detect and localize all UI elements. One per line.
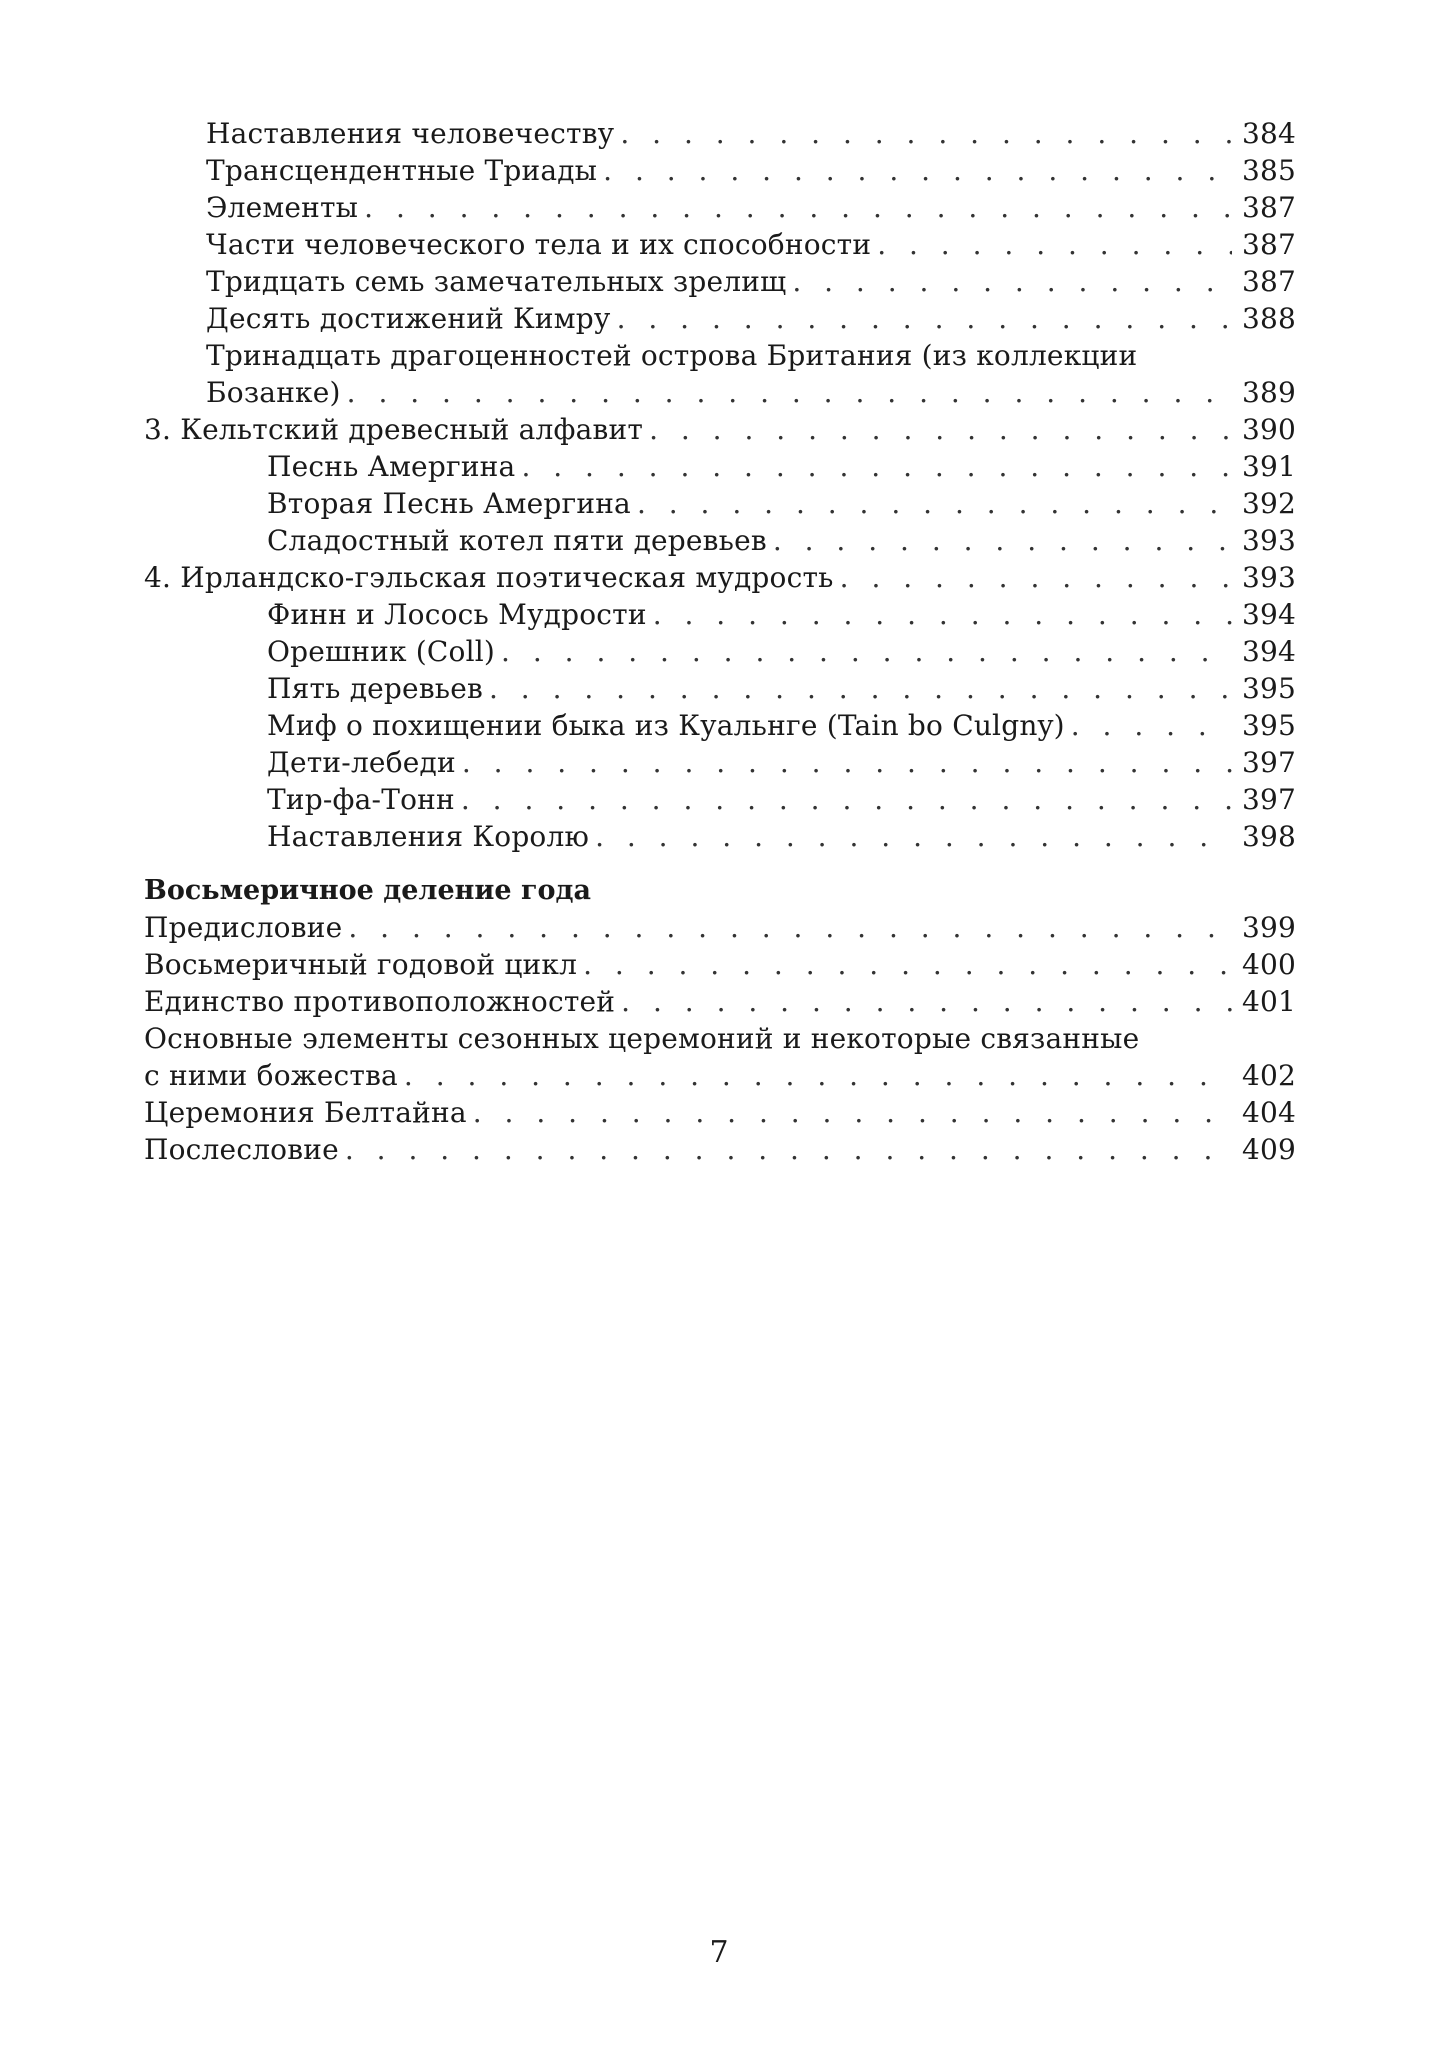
toc-entry-title: с ними божества	[144, 1059, 398, 1092]
dot-leader	[473, 1094, 1232, 1131]
toc-entry	[144, 559, 1296, 596]
toc-entry-title-line: Основные элементы сезонных церемоний и некоторые связанные	[144, 1022, 1140, 1055]
toc-entry-title: 4. Ирландско-гэльская поэтическая мудрость	[144, 561, 834, 594]
toc-entry-title: Песнь Амергина	[267, 450, 516, 483]
toc-entry-page: 409	[1241, 1133, 1296, 1166]
dot-leader	[364, 189, 1232, 226]
dot-leader	[773, 522, 1232, 559]
toc-list-eightfold-year	[144, 909, 1296, 1168]
dot-leader	[583, 946, 1232, 983]
toc-entry-page: 393	[1241, 524, 1296, 557]
dot-leader	[404, 1057, 1232, 1094]
toc-entry-page: 397	[1241, 746, 1296, 779]
toc-entry-title: Наставления Королю	[267, 820, 590, 853]
toc-entry-title: Финн и Лосось Мудрости	[267, 598, 647, 631]
toc-entry-page: 404	[1241, 1096, 1296, 1129]
toc-entry	[144, 781, 1296, 818]
dot-leader	[345, 1131, 1232, 1168]
toc-entry-title: Бозанке)	[206, 376, 341, 409]
toc-entry	[144, 1131, 1296, 1168]
toc-entry	[144, 1094, 1296, 1131]
toc-entry-page: 391	[1241, 450, 1296, 483]
toc-entry-page: 395	[1241, 672, 1296, 705]
dot-leader	[653, 596, 1232, 633]
toc-entry	[144, 633, 1296, 670]
toc-entry	[144, 300, 1296, 337]
toc-entry	[144, 707, 1296, 744]
toc-entry-page: 392	[1241, 487, 1296, 520]
toc-entry-title: Тридцать семь замечательных зрелищ	[206, 265, 787, 298]
dot-leader	[621, 983, 1232, 1020]
toc-entry-title: Миф о похищении быка из Куальнге (Tain bo Culgny)	[267, 709, 1065, 742]
toc-entry-page: 394	[1241, 598, 1296, 631]
toc-entry	[144, 226, 1296, 263]
toc-entry	[144, 596, 1296, 633]
dot-leader	[840, 559, 1232, 596]
toc-entry-page: 385	[1241, 154, 1296, 187]
toc-entry-page: 384	[1241, 117, 1296, 150]
dot-leader	[603, 152, 1232, 189]
table-of-contents	[144, 115, 1296, 1168]
toc-entry-title: Десять достижений Кимру	[206, 302, 611, 335]
toc-entry-page: 401	[1241, 985, 1296, 1018]
toc-entry-page: 395	[1241, 709, 1296, 742]
toc-entry-title: Единство противоположностей	[144, 985, 616, 1018]
toc-entry	[144, 448, 1296, 485]
toc-entry	[144, 152, 1296, 189]
toc-entry-title: Части человеческого тела и их способности	[206, 228, 872, 261]
toc-entry-page: 389	[1241, 376, 1296, 409]
toc-entry-title: Пять деревьев	[267, 672, 483, 705]
toc-entry-title: Сладостный котел пяти деревьев	[267, 524, 767, 557]
toc-entry-page: 390	[1241, 413, 1296, 446]
toc-entry-title: Дети-лебеди	[267, 746, 456, 779]
dot-leader	[461, 781, 1232, 818]
toc-entry	[144, 983, 1296, 1020]
toc-entry	[144, 411, 1296, 448]
dot-leader	[595, 818, 1232, 855]
dot-leader	[501, 633, 1232, 670]
toc-entry	[144, 337, 1296, 411]
section-heading: Восьмеричное деление года	[144, 875, 592, 906]
toc-entry-title: Предисловие	[144, 911, 343, 944]
dot-leader	[347, 374, 1232, 411]
dot-leader	[617, 300, 1232, 337]
toc-entry-page: 387	[1241, 191, 1296, 224]
toc-entry-title: Послесловие	[144, 1133, 339, 1166]
toc-entry-page: 400	[1241, 948, 1296, 981]
toc-entry	[144, 909, 1296, 946]
toc-entry-page: 387	[1241, 228, 1296, 261]
toc-entry-title: Вторая Песнь Амергина	[267, 487, 631, 520]
toc-entry-title: Тир-фа-Тонн	[267, 783, 455, 816]
toc-entry-page: 398	[1241, 820, 1296, 853]
toc-entry	[144, 522, 1296, 559]
toc-entry-title: 3. Кельтский древесный алфавит	[144, 413, 644, 446]
dot-leader	[1071, 707, 1232, 744]
dot-leader	[792, 263, 1232, 300]
toc-entry-title: Наставления человечеству	[206, 117, 615, 150]
toc-entry-title-line: Тринадцать драгоценностей острова Британия (из коллекции	[206, 339, 1138, 372]
dot-leader	[877, 226, 1232, 263]
dot-leader	[521, 448, 1232, 485]
toc-entry	[144, 485, 1296, 522]
dot-leader	[489, 670, 1232, 707]
toc-entry	[144, 670, 1296, 707]
dot-leader	[462, 744, 1232, 781]
toc-entry	[144, 1020, 1296, 1094]
toc-entry	[144, 263, 1296, 300]
toc-entry-page: 388	[1241, 302, 1296, 335]
toc-entry	[144, 744, 1296, 781]
toc-entry-title: Восьмеричный годовой цикл	[144, 948, 578, 981]
toc-entry-title: Элементы	[206, 191, 359, 224]
dot-leader	[637, 485, 1232, 522]
toc-entry	[144, 189, 1296, 226]
toc-entry	[144, 818, 1296, 855]
dot-leader	[649, 411, 1232, 448]
toc-entry-page: 402	[1241, 1059, 1296, 1092]
toc-entry-page: 399	[1241, 911, 1296, 944]
toc-entry-title: Орешник (Coll)	[267, 635, 496, 668]
toc-entry-page: 387	[1241, 265, 1296, 298]
toc-entry-page: 394	[1241, 635, 1296, 668]
toc-entry	[144, 946, 1296, 983]
toc-entry-title: Трансцендентные Триады	[206, 154, 598, 187]
toc-entry-title: Церемония Белтайна	[144, 1096, 467, 1129]
toc-entry	[144, 115, 1296, 152]
toc-entry-page: 393	[1241, 561, 1296, 594]
dot-leader	[348, 909, 1232, 946]
toc-entry-page: 397	[1241, 783, 1296, 816]
dot-leader	[620, 115, 1232, 152]
page-number: 7	[709, 1935, 729, 1970]
toc-list-continued	[144, 115, 1296, 855]
